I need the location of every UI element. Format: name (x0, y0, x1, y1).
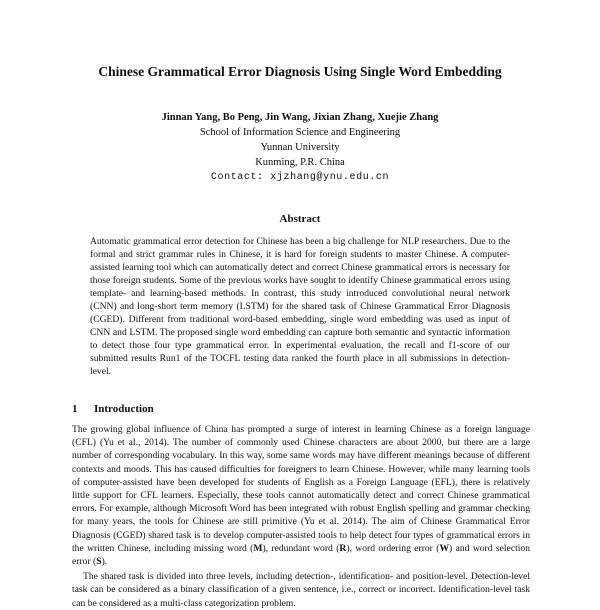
error-type-redundant: R (339, 542, 347, 554)
paragraph-text: The growing global influence of China has prompted a surge of interest in learning Chinese as a foreign language (CFL) (Yu et al., 2014). The number of commonly used Chinese characters are about 2000, but there are a large number of corresponding vocabulary. In this way, some same words may have different meanings because of different contexts and moods. This has caused difficulties for foreigners to learn Chinese. However, while many learning tools of computer-assisted have been developed for students of English as a Foreign Language (EFL), there is relatively little support for CFL learners. Especially, these tools cannot automatically detect and correct Chinese grammatical errors. For example, although Microsoft Word has been integrated with robust English spelling and grammar checking for many years, the tools for Chinese are still primitive (Yu et al. 2014). The aim of Chinese Grammatical Error Diagnosis (CGED) shared task is to develop computer-assisted tools to help detect four types of grammatical errors in the written Chinese, including missing word ( (72, 424, 530, 554)
affiliation-line: School of Information Science and Engineering (199, 127, 401, 138)
affiliation-line: Kunming, P.R. China (255, 157, 345, 168)
error-type-missing: M (253, 542, 263, 554)
abstract-heading: Abstract (279, 213, 321, 225)
section-heading-introduction (72, 402, 532, 416)
error-type-word-order: W (439, 542, 450, 554)
section-title: Introduction (94, 403, 154, 415)
contact-email: Contact: xjzhang@ynu.edu.cn (210, 172, 390, 183)
paper-title: Chinese Grammatical Error Diagnosis Using Single Word Embedding (98, 64, 502, 79)
author-block (0, 110, 600, 185)
paragraph-text: ) and word selection error ( (72, 542, 530, 568)
paragraph-text: ), word ordering error ( (346, 542, 440, 554)
introduction-body (72, 423, 530, 610)
abstract-text (90, 235, 510, 378)
error-type-selection: S (96, 556, 102, 568)
affiliation-line: Yunnan University (260, 142, 340, 153)
introduction-paragraph: The shared task is divided into three levels, including detection-, identification- and position-level. Detection-level task can be considered as a binary classification of a given sentence, i.e., correct or incorrect. Identification-level task can be considered as a multi-class categorization problem. (72, 571, 530, 609)
abstract-paragraph: Automatic grammatical error detection for Chinese has been a big challenge for NLP researchers. Due to the formal and strict grammar rules in Chinese, it is hard for foreign students to master Chinese. A computer-assisted learning tool which can automatically detect and correct Chinese grammatical errors is necessary for those foreign students. Some of the previous works have sought to identify Chinese grammatical errors using template- and learning-based methods. In contrast, this study introduced convolutional neural network (CNN) and long-short term memory (LSTM) for the shared task of Chinese Grammatical Error Diagnosis (CGED). Different from traditional word-based embedding, single word embedding was used as input of CNN and LSTM. The proposed single word embedding can capture both semantic and syntactic information to detect those four type grammatical error. In experimental evaluation, the recall and f1-score of our submitted results Run1 of the TOCFL testing data ranked the fourth place in all submissions in detection-level. (90, 236, 510, 377)
paragraph-text: ), redundant word ( (262, 542, 340, 554)
paragraph-text: ). (101, 556, 108, 568)
section-number: 1 (72, 403, 78, 415)
author-names: Jinnan Yang, Bo Peng, Jin Wang, Jixian Zhang, Xuejie Zhang (161, 112, 439, 123)
introduction-paragraph (72, 423, 530, 568)
